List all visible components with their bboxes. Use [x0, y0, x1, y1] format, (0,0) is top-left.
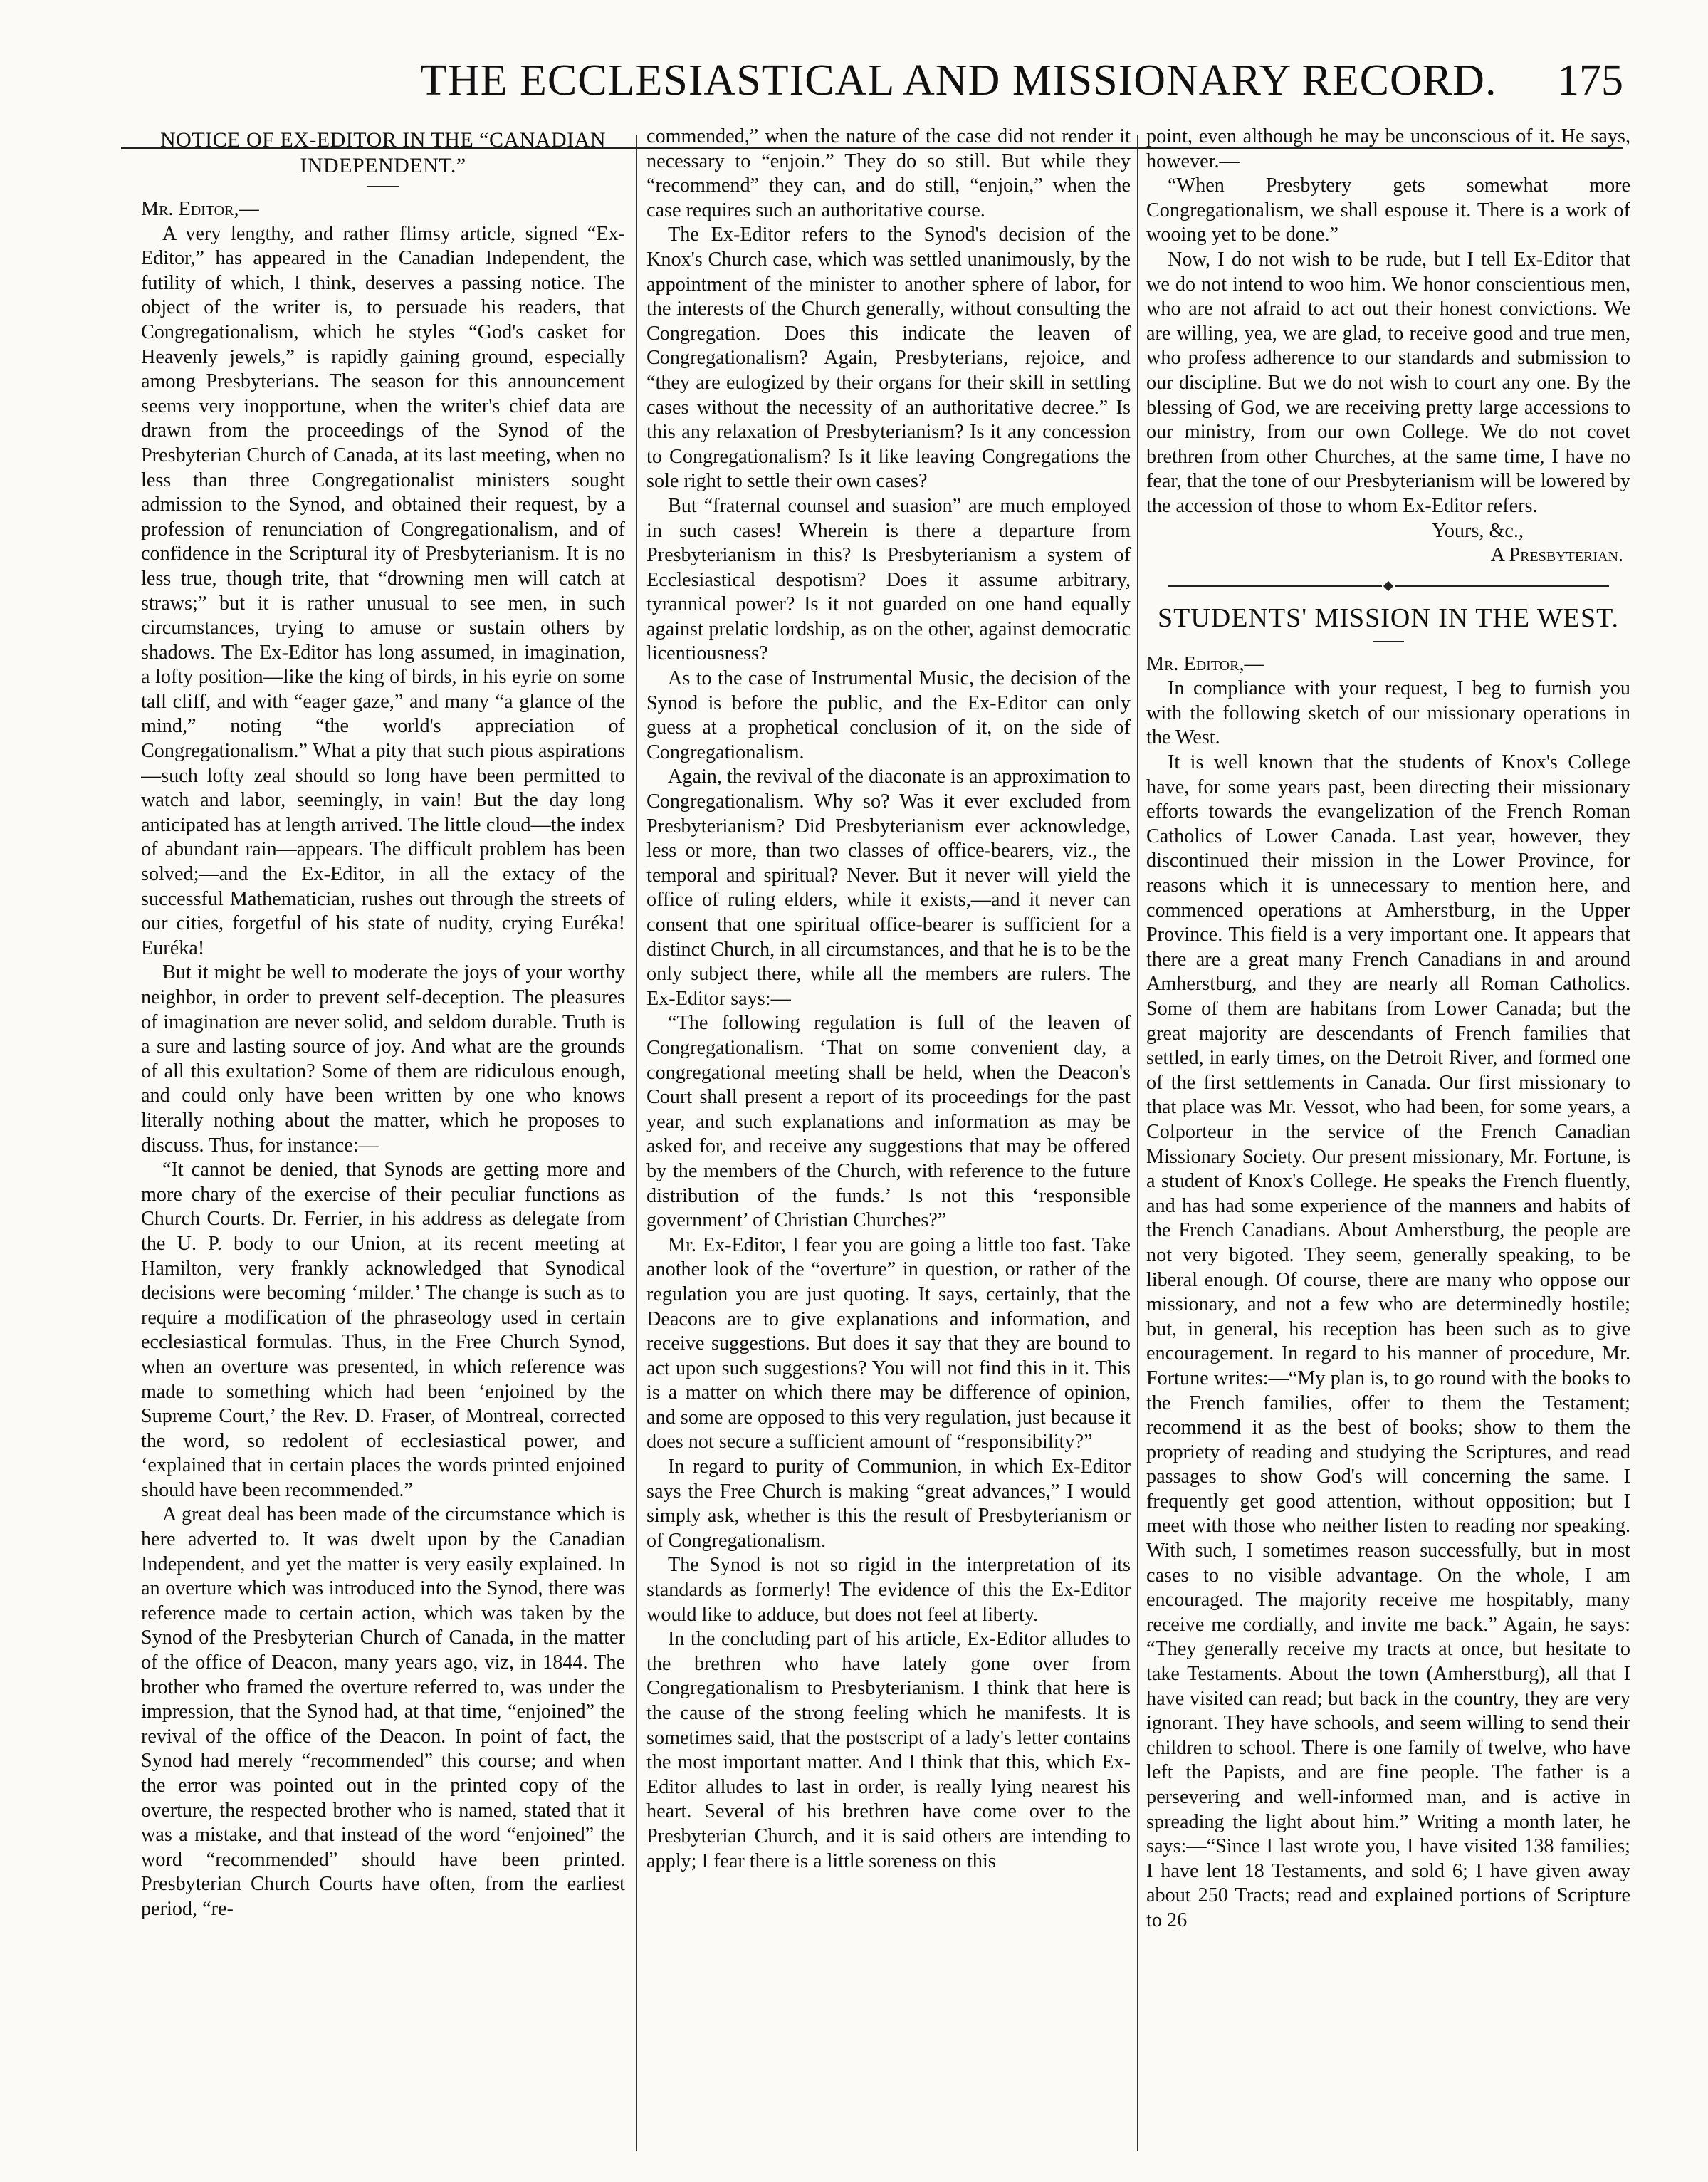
column-divider: [636, 135, 637, 2151]
paragraph: Now, I do not wish to be rude, but I tell Ex-Editor that we do not intend to woo him. We honor conscientious men, who are not afraid to act out their honest convictions. We are willing, yea, we are glad, to receive good and true men, who profess adherence to our standards and submission to our discipline. But we do not wish to court any one. By the blessing of God, we are receiving pretty large accessions to our ministry, from our own College. We do not covet brethren from other Churches, at the same time, I have no fear, that the tone of our Presbyterianism will be lowered by the accession of those to whom Ex-Editor refers.: [1146, 248, 1630, 517]
paragraph: But it might be well to moderate the joys of your worthy neighbor, in order to prevent self-deception. The pleasures of imagination are never solid, and seldom durable. Truth is a sure and lasting source of joy. And what are the grounds of all this exultation? Some of them are ridiculous enough, and could only have been written by one who knows literally nothing about the matter, which he proposes to discuss. Thus, for instance:—: [141, 961, 625, 1157]
paragraph: It is well known that the students of Knox's College have, for some years past, been directing their missionary efforts towards the evangelization of the French Roman Catholics of Lower Canada. Last year, however, they discontinued their mission in the Lower Province, for reasons which it is unnecessary to mention here, and commenced operations at Amherstburg, in the Upper Province. This field is a very important one. It appears that there are a great many French Canadians in and around Amherstburg, and they are nearly all Roman Catholics. Some of them are habitans from Lower Canada; but the great majority are descendants of French families that settled, in early times, on the Detroit River, and formed one of the first settlements in Canada. Our first missionary to that place was Mr. Vessot, who had been, for some years, a Colporteur in the service of the French Canadian Missionary Society. Our present missionary, Mr. Fortune, is a student of Knox's College. He speaks the French fluently, and has had some experience of the manners and habits of the French Canadians. About Amherstburg, the people are not very bigoted. They seem, generally speaking, to be liberal enough. Of course, there are many who oppose our missionary, and not a few who are determinedly hostile; but, in general, his reception has been such as to give encouragement. In regard to his manner of procedure, Mr. Fortune writes:—“My plan is, to go round with the books to the French families, offer to them the Testament; recommend it as the best of books; show to them the propriety of reading and studying the Scriptures, and read passages to show God's will concerning the same. I frequently get good attention, without opposition; but I meet with those who neither listen to reading nor speaking. With such, I sometimes reason successfully, but in most cases to no visible advantage. On the whole, I am encouraged. The majority receive me hospitably, many receive me cordially, and invite me back.” Again, he says: “They generally receive my tracts at once, but hesitate to take Testaments. About the town (Amherstburg), all that I have visited can read; but back in the country, they are very ignorant. They have schools, and seem willing to send their children to school. There is one family of twelve, who have left the Papists, and are fine people. The father is a persevering and well-informed man, and is active in spreading the light about him.” Writing a month later, he says:—“Since I last wrote you, I have visited 138 families; I have lent 18 Testaments, and sold 6; I have given away about 250 Tracts; read and explained portions of Scripture to 26: [1146, 751, 1630, 1931]
paragraph: “The following regulation is full of the leaven of Congregationalism. ‘That on some convenient day, a congregational meeting shall be held, when the Deacon's Court shall present a report of its proceedings for the past year, and such explanations and information as may be asked for, and receive any suggestions that may be offered by the members of the Church, with reference to the future distribution of the funds.’ Is not this ‘responsible government’ of Christian Churches?”: [646, 1012, 1131, 1232]
salutation: Mr. Editor,—: [1146, 652, 1264, 675]
paragraph: “It cannot be denied, that Synods are getting more and more chary of the exercise of their peculiar functions as Church Courts. Dr. Ferrier, in his address as delegate from the U. P. body to our Union, at its recent meeting at Hamilton, very frankly acknowledged that Synodical decisions were becoming ‘milder.’ The change is such as to require a modification of the phraseology used in certain ecclesiastical formulas. Thus, in the Free Church Synod, when an overture was presented, in which reference was made to something which had been ‘enjoined by the Supreme Court,’ the Rev. D. Fraser, of Montreal, corrected the word, so redolent of ecclesiastical power, and ‘explained that in certain places the words printed enjoined should have been recommended.”: [141, 1159, 625, 1501]
paragraph: A very lengthy, and rather flimsy article, signed “Ex-Editor,” has appeared in the Canadian Independent, the futility of which, I think, deserves a passing notice. The object of the writer is, to persuade his readers, that Congregationalism, which he styles “God's casket for Heavenly jewels,” is rapidly gaining ground, especially among Presbyterians. The season for this announcement seems very inopportune, when the writer's chief data are drawn from the proceedings of the Synod of the Presbyterian Church of Canada, at its last meeting, when no less than three Congregationalist ministers sought admission to the Synod, and obtained their request, by a profession of renunciation of Congregationalism, and of confidence in the Scriptural ity of Presbyterianism. It is no less true, though trite, that “drowning men will catch at straws;” but it is rather unusual to see men, in such circumstances, trying to amuse or sustain others by shadows. The Ex-Editor has long assumed, in imagination, a lofty position—like the king of birds, in his eyrie on some tall cliff, and with “eager gaze,” and many “a glance of the mind,” noting “the world's appreciation of Congregationalism.” What a pity that such pious aspirations—such lofty zeal should so long have been permitted to watch and labor, seemingly, in vain! But the day long anticipated has at length arrived. The little cloud—the index of abundant rain—appears. The difficult problem has been solved;—and the Ex-Editor, in all the extacy of the successful Mathematician, rushes out through the streets of our cities, forgetful of his state of nudity, crying Euréka! Euréka!: [141, 222, 625, 959]
signature: A Presbyterian.: [1490, 544, 1623, 567]
paragraph: In compliance with your request, I beg to furnish you with the following sketch of our missionary operations in the West.: [1146, 677, 1630, 749]
paragraph: “When Presbytery gets somewhat more Congregationalism, we shall espouse it. There is a work of wooing yet to be done.”: [1146, 174, 1630, 246]
paragraph: In regard to purity of Communion, in which Ex-Editor says the Free Church is making “great advances,” I would simply ask, whether is this the result of Presbyterianism or of Congregationalism.: [646, 1456, 1131, 1552]
paragraph: point, even although he may be unconscious of it. He says, however.—: [1146, 125, 1630, 172]
paragraph: Again, the revival of the diaconate is an approximation to Congregationalism. Why so? Was it ever excluded from Presbyterianism? Did Presbyterianism ever acknowledge, less or more, than two classes of office-bearers, viz., the temporal and spiritual? Never. But it never will yield the office of ruling elders, while it exists,—and it never can consent that one spiritual office-bearer is sufficient for a distinct Church, in all circumstances, and that he is to be the only subject there, while all the members are rulers. The Ex-Editor says:—: [646, 766, 1131, 1010]
article-separator: [1168, 583, 1609, 590]
column-divider: [1137, 135, 1138, 2151]
heading-dash: [1373, 641, 1404, 642]
salutation: Mr. Editor,—: [141, 198, 259, 220]
running-title: THE ECCLESIASTICAL AND MISSIONARY RECORD.: [420, 56, 1497, 105]
paragraph: The Ex-Editor refers to the Synod's decision of the Knox's Church case, which was settled unanimously, by the appointment of the minister to another sphere of labor, for the interests of the Church generally, without consulting the Congregation. Does this indicate the leaven of Congregationalism? Again, Presbyterians, rejoice, and “they are eulogized by their organs for their skill in settling cases without the necessity of an authoritative decree.” Is this any relaxation of Presbyterianism? Is it any concession to Congregationalism? Is it like leaving Congregations the sole right to settle their own cases?: [646, 224, 1131, 493]
page-header: [121, 56, 1623, 113]
column-right: [1146, 125, 1630, 2161]
paragraph: In the concluding part of his article, Ex-Editor alludes to the brethren who have lately gone over from Congregationalism to Presbyterianism. I think that here is the cause of the strong feeling which he manifests. It is sometimes said, that the postscript of a lady's letter contains the most important matter. And I think that this, which Ex-Editor alludes to last in order, is really lying nearest his heart. Several of his brethren have come over to the Presbyterian Church, and it is said others are intending to apply; I fear there is a little soreness on this: [646, 1628, 1131, 1872]
article-heading: STUDENTS' MISSION IN THE WEST.: [1157, 602, 1620, 633]
paragraph: commended,” when the nature of the case did not render it necessary to “enjoin.” They do so still. But while they “recommend” they can, and do still, “enjoin,” when the case requires such an authoritative course.: [646, 125, 1131, 221]
page-number: 175: [1557, 56, 1623, 105]
paragraph: A great deal has been made of the circumstance which is here adverted to. It was dwelt upon by the Canadian Independent, and yet the matter is very easily explained. In an overture which was introduced into the Synod, there was reference made to certain action, which was taken by the Synod of the Presbyterian Church of Canada, in the matter of the office of Deacon, many years ago, viz, in 1844. The brother who framed the overture referred to, was under the impression, that the Synod had, at that time, “enjoined” the revival of the office of the Deacon. In point of fact, the Synod had merely “recommended” this course; and when the error was pointed out in the printed copy of the overture, the respected brother who is named, stated that it was a mistake, and that instead of the word “enjoined” the word “recommended” should have been printed. Presbyterian Church Courts have often, from the earliest period, “re-: [141, 1503, 625, 1920]
paragraph: As to the case of Instrumental Music, the decision of the Synod is before the public, and the Ex-Editor can only guess at a prophetical conclusion of it, on the side of Congregationalism.: [646, 667, 1131, 763]
paragraph: Mr. Ex-Editor, I fear you are going a little too fast. Take another look of the “overture” in question, or rather of the regulation you are just quoting. It says, certainly, that the Deacons are to give explanations and information, and receive suggestions. But does it say that they are bound to act upon such suggestions? You will not find this in it. This is a matter on which there may be difference of opinion, and some are opposed to this very regulation, just because it does not secure a sufficient amount of “responsibility?”: [646, 1233, 1131, 1453]
column-left: [141, 125, 625, 2161]
heading-dash: [367, 186, 399, 187]
column-middle: [646, 125, 1131, 2161]
article-heading: NOTICE OF EX-EDITOR IN THE “CANADIAN INDEPENDENT.”: [160, 128, 606, 177]
sign-off: Yours, &c.,: [1432, 519, 1524, 542]
paragraph: But “fraternal counsel and suasion” are much employed in such cases! Wherein is there a departure from Presbyterianism in this? Is Presbyterianism a system of Ecclesiastical despotism? Does it assume arbitrary, tyrannical power? Is it not guarded on one hand equally against prelatic lordship, as on the other, against democratic licentiousness?: [646, 494, 1131, 665]
paragraph: The Synod is not so rigid in the interpretation of its standards as formerly! The evidence of this the Ex-Editor would like to adduce, but does not feel at liberty.: [646, 1554, 1131, 1626]
